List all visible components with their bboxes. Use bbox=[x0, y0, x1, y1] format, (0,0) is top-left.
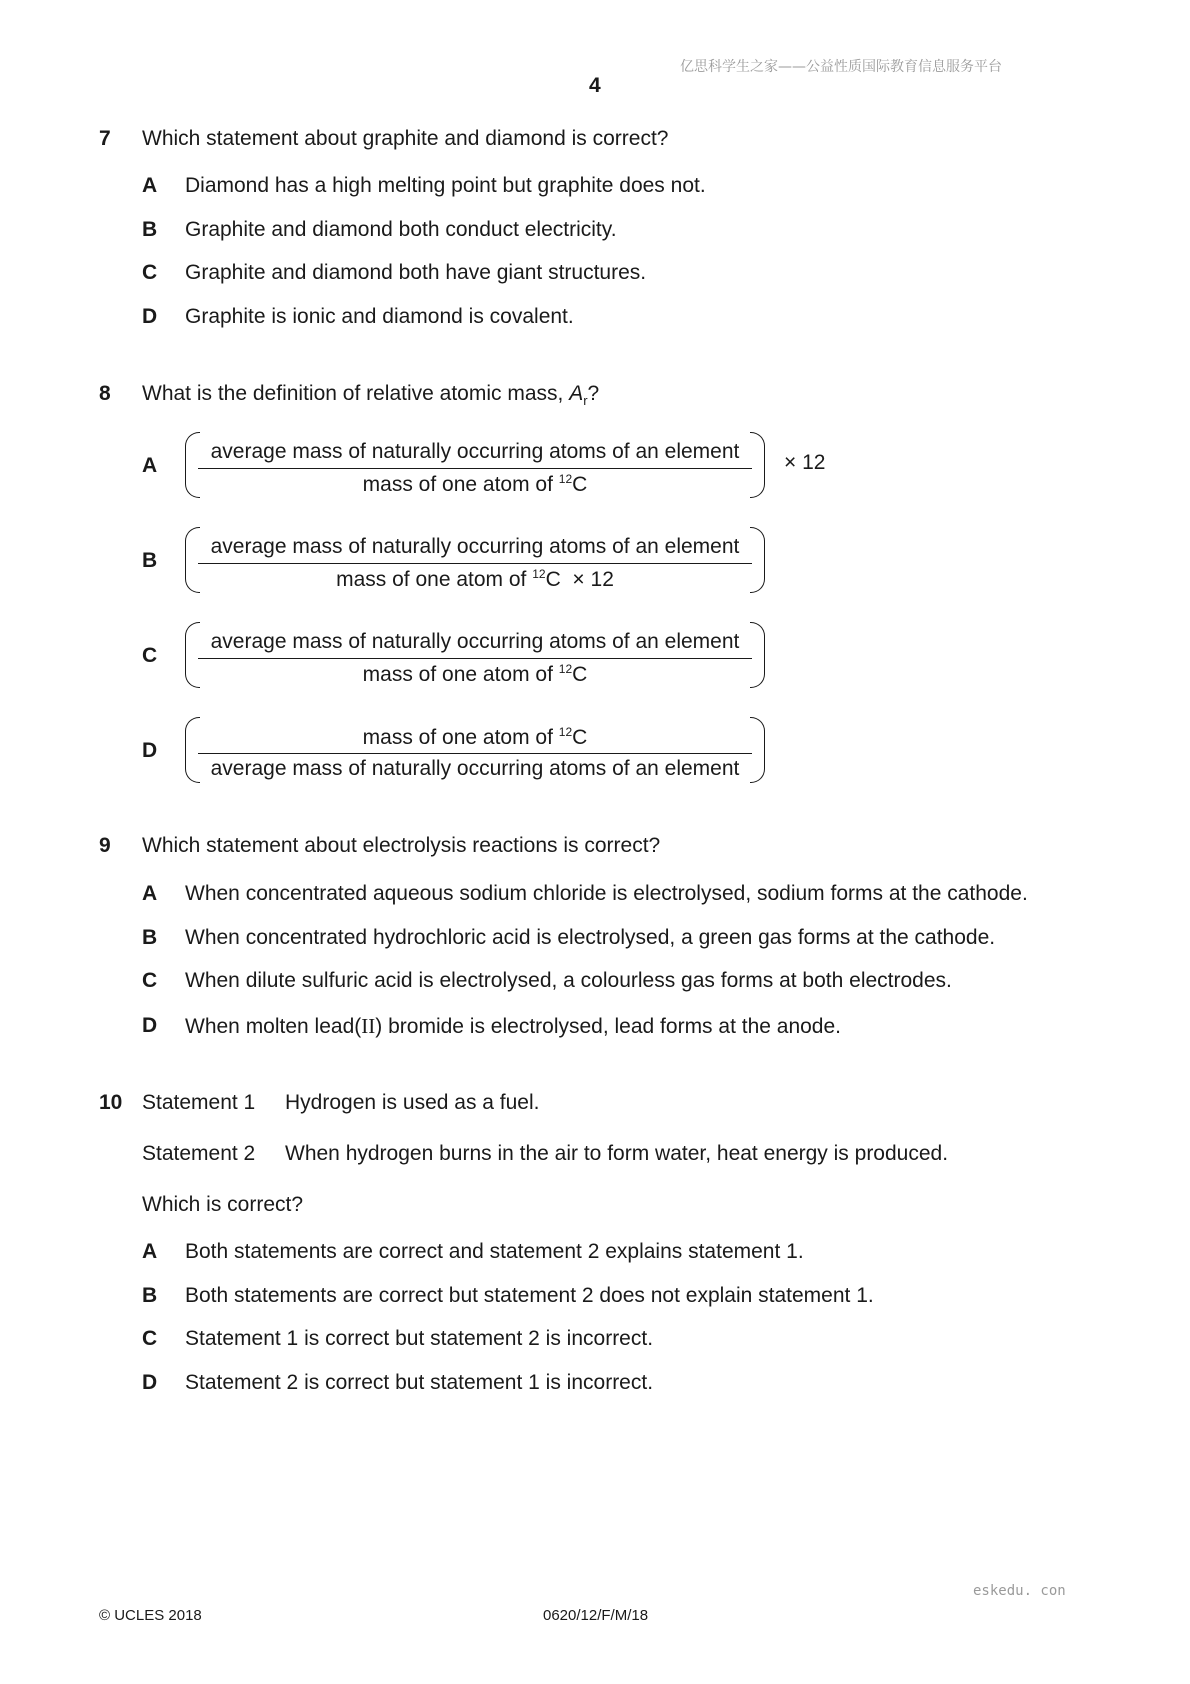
footer-copyright: © UCLES 2018 bbox=[99, 1607, 202, 1624]
numerator: average mass of naturally occurring atoms of an element bbox=[210, 630, 740, 653]
right-bracket bbox=[750, 717, 765, 783]
q10-option-b-text: Both statements are correct but statement 2 does not explain statement 1. bbox=[185, 1284, 874, 1307]
q8-option-a-letter[interactable]: A bbox=[142, 454, 158, 477]
page-number: 4 bbox=[589, 74, 601, 97]
q10-option-b-letter[interactable]: B bbox=[142, 1284, 158, 1307]
statement-1-text: Hydrogen is used as a fuel. bbox=[285, 1091, 540, 1114]
q7-option-b-text: Graphite and diamond both conduct electricity. bbox=[185, 218, 617, 241]
q9-option-a-letter[interactable]: A bbox=[142, 882, 158, 905]
fraction-bar bbox=[198, 468, 752, 469]
q10-option-c-text: Statement 1 is correct but statement 2 is incorrect. bbox=[185, 1327, 654, 1350]
q8-option-c-letter[interactable]: C bbox=[142, 644, 158, 667]
q9-option-d-letter[interactable]: D bbox=[142, 1014, 158, 1037]
q9-option-c-text: When dilute sulfuric acid is electrolysed, a colourless gas forms at both electrodes. bbox=[185, 969, 952, 992]
q10-option-a-letter[interactable]: A bbox=[142, 1240, 158, 1263]
statement-1-label: Statement 1 bbox=[142, 1091, 256, 1114]
right-bracket bbox=[750, 622, 765, 688]
q10-option-a-text: Both statements are correct and statement 2 explains statement 1. bbox=[185, 1240, 804, 1263]
question-7-text: Which statement about graphite and diamond is correct? bbox=[142, 127, 669, 150]
q7-option-d-text: Graphite is ionic and diamond is covalent. bbox=[185, 305, 574, 328]
footer-paper-code: 0620/12/F/M/18 bbox=[543, 1607, 649, 1624]
q9-option-b-text: When concentrated hydrochloric acid is electrolysed, a green gas forms at the cathode. bbox=[185, 926, 996, 949]
header-watermark: 亿思科学生之家——公益性质国际教育信息服务平台 bbox=[680, 59, 1002, 75]
fraction-bar bbox=[198, 753, 752, 754]
denominator: mass of one atom of $^{12}$C bbox=[362, 662, 588, 686]
question-7-number: 7 bbox=[99, 127, 111, 150]
denominator: average mass of naturally occurring atoms of an element bbox=[210, 757, 740, 780]
q10-option-d-letter[interactable]: D bbox=[142, 1371, 158, 1394]
q10-option-c-letter[interactable]: C bbox=[142, 1327, 158, 1350]
q9-option-d-text: When molten lead(II) bromide is electrolysed, lead forms at the anode. bbox=[185, 1014, 841, 1038]
q7-option-a-letter[interactable]: A bbox=[142, 174, 158, 197]
q8-option-c-fraction bbox=[185, 622, 765, 688]
statement-2-text: When hydrogen burns in the air to form water, heat energy is produced. bbox=[285, 1142, 949, 1165]
q7-option-c-text: Graphite and diamond both have giant structures. bbox=[185, 261, 647, 284]
q7-option-a-text: Diamond has a high melting point but graphite does not. bbox=[185, 174, 706, 197]
question-10-number: 10 bbox=[99, 1091, 123, 1114]
fraction-bar bbox=[198, 563, 752, 564]
q8-option-b-letter[interactable]: B bbox=[142, 549, 158, 572]
numerator: average mass of naturally occurring atoms of an element bbox=[210, 440, 740, 463]
q9-option-a-text: When concentrated aqueous sodium chloride is electrolysed, sodium forms at the cathode. bbox=[185, 882, 1028, 905]
q7-option-b-letter[interactable]: B bbox=[142, 218, 158, 241]
right-bracket bbox=[750, 432, 765, 498]
question-9-text: Which statement about electrolysis reactions is correct? bbox=[142, 834, 661, 857]
denominator: mass of one atom of $^{12}$C × 12 bbox=[336, 567, 614, 591]
q7-option-d-letter[interactable]: D bbox=[142, 305, 158, 328]
q9-option-c-letter[interactable]: C bbox=[142, 969, 158, 992]
q7-option-c-letter[interactable]: C bbox=[142, 261, 158, 284]
question-9-number: 9 bbox=[99, 834, 111, 857]
footer-site-watermark: eskedu. con bbox=[973, 1583, 1066, 1599]
statement-2-label: Statement 2 bbox=[142, 1142, 256, 1165]
question-10-prompt: Which is correct? bbox=[142, 1193, 304, 1216]
numerator: mass of one atom of $^{12}$C bbox=[362, 725, 588, 749]
question-8-number: 8 bbox=[99, 382, 111, 405]
q8-option-d-letter[interactable]: D bbox=[142, 739, 158, 762]
q10-option-d-text: Statement 2 is correct but statement 1 is incorrect. bbox=[185, 1371, 654, 1394]
q9-option-b-letter[interactable]: B bbox=[142, 926, 158, 949]
q8-option-a-fraction bbox=[185, 432, 765, 498]
fraction-bar bbox=[198, 658, 752, 659]
numerator: average mass of naturally occurring atoms of an element bbox=[210, 535, 740, 558]
q8-option-b-fraction bbox=[185, 527, 765, 593]
q8-option-d-fraction bbox=[185, 717, 765, 783]
denominator: mass of one atom of $^{12}$C bbox=[362, 472, 588, 496]
right-bracket bbox=[750, 527, 765, 593]
q8-option-a-multiplier: × 12 bbox=[784, 451, 826, 474]
question-8-text: What is the definition of relative atomic mass, $A_r$? bbox=[142, 382, 600, 409]
